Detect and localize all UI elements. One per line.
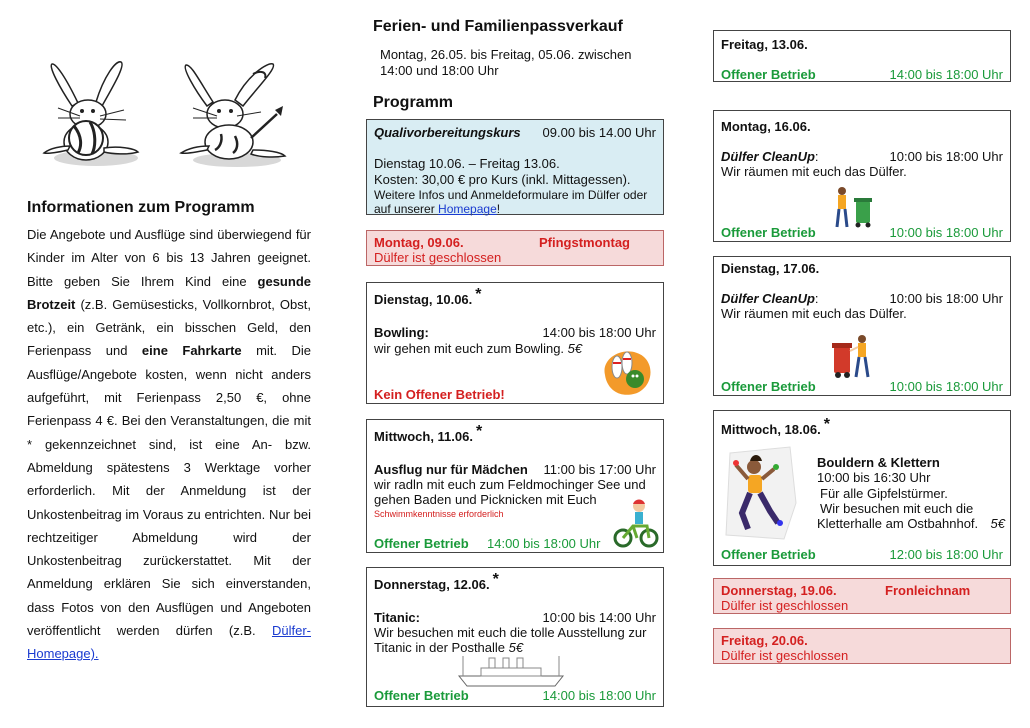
open-time: 10:00 bis 18:00 Uhr	[889, 379, 1003, 394]
info-text: Die Angebote und Ausflüge sind überwiegend für Kinder im Alter von 6 bis 13 Jahren geeignet. Bitte geben Sie Ihrem Kind eine gesunde Brotzeit (z.B. Gemüsesticks, Vollkornbrot, Obst, etc.), ein Getränk, ein bisschen Geld, den Ferienpass und eine Fahrkarte mit. Die Ausflüge/Angebote kosten, wenn nicht anders aufgeführt, mit Ferienpass 2,50 €, ohne Ferienpass 4 €. Bei den Veranstaltungen, die mit * gekennzeichnet sind, ist eine An- bzw. Abmeldung spätestens 3 Werktage vorher erforderlich. Mit der Anmeldung ist der Unkostenbeitrag im Voraus zu entrichten. Nur bei rechtzeitiger Abmeldung wird der Unkostenbeitrag zurückerstattet. Mit der Anmeldung erklären Sie sich einverstanden, dass Fotos von den Ausflügen und Angeboten veröffentlicht werden dürfen (z.B. Dülfer-Homepage).	[27, 227, 311, 662]
day-label: Dienstag, 10.06.	[374, 292, 473, 307]
open-label: Offener Betrieb	[374, 536, 469, 551]
activity-title: Dülfer CleanUp	[721, 291, 815, 306]
activity-title: Bowling:	[374, 325, 429, 340]
girl-bike-icon	[613, 498, 659, 550]
activity-time: 10:00 bis 18:00 Uhr	[889, 149, 1003, 164]
program-title: Programm	[373, 94, 454, 111]
day-label: Dienstag, 17.06.	[721, 261, 820, 276]
activity-time: 11:00 bis 17:00 Uhr	[543, 462, 656, 477]
open-time: 12:00 bis 18:00 Uhr	[889, 547, 1003, 562]
registration-star: *	[475, 423, 483, 440]
sale-title: Ferien- und Familienpassverkauf	[373, 18, 623, 35]
closed-label: Dülfer ist geschlossen	[374, 250, 502, 265]
activity-title: Bouldern & Klettern	[817, 455, 940, 470]
holiday-label: Fronleichnam	[885, 583, 971, 598]
day-box-fri-2006	[713, 628, 1011, 664]
bunny-paint-icon	[177, 58, 297, 170]
open-label: Offener Betrieb	[721, 225, 816, 240]
closed-label: Dülfer ist geschlossen	[721, 598, 849, 613]
day-box-tue-1006	[366, 282, 664, 404]
day-box-wed-1106	[366, 419, 664, 553]
open-time: 10:00 bis 18:00 Uhr	[889, 225, 1003, 240]
bunny-ball-icon	[38, 58, 148, 170]
quali-cost: Kosten: 30,00 € pro Kurs (inkl. Mittagessen).	[374, 172, 631, 187]
day-box-fri-1306	[713, 30, 1011, 82]
registration-star: *	[475, 286, 482, 303]
registration-star: *	[823, 416, 830, 433]
quali-title: Qualivorbereitungskurs	[374, 125, 521, 140]
open-time: 14:00 bis 18:00 Uhr	[889, 67, 1003, 82]
registration-star: *	[492, 571, 499, 588]
open-time: 14:00 bis 18:00 Uhr	[542, 688, 656, 703]
ship-icon	[455, 654, 567, 688]
activity-desc: Wir besuchen mit euch die tolle Ausstellung zur	[374, 625, 647, 640]
activity-desc-2: Wir besuchen mit euch die	[820, 501, 974, 516]
day-box-thu-1206	[366, 567, 664, 707]
holiday-label: Pfingstmontag	[539, 235, 630, 250]
day-label: Freitag, 20.06.	[721, 633, 808, 648]
open-label: Offener Betrieb	[721, 379, 816, 394]
day-label: Mittwoch, 18.06.	[721, 422, 821, 437]
activity-desc: Für alle Gipfelstürmer.	[820, 486, 948, 501]
day-box-thu-1906	[713, 578, 1011, 614]
activity-time: 14:00 bis 18:00 Uhr	[542, 325, 656, 340]
activity-desc: wir radln mit euch zum Feldmochinger See und	[374, 477, 646, 492]
activity-desc-3: Kletterhalle am Ostbahnhof. 5€	[817, 516, 1005, 531]
activity-desc: Wir räumen mit euch das Dülfer.	[721, 306, 907, 321]
day-box-mon-0906	[366, 230, 664, 266]
day-label: Donnerstag, 19.06.	[721, 583, 837, 598]
open-label: Offener Betrieb	[374, 688, 469, 703]
activity-time: 10:00 bis 14:00 Uhr	[542, 610, 656, 625]
activity-time: 10:00 bis 18:00 Uhr	[889, 291, 1003, 306]
swim-note: Schwimmkenntnisse erforderlich	[374, 509, 504, 519]
activity-time: 10:00 bis 16:30 Uhr	[817, 470, 931, 485]
quali-time: 09.00 bis 14.00 Uhr	[542, 125, 656, 140]
open-label: Offener Betrieb	[721, 67, 816, 82]
activity-desc-2: gehen Baden und Picknicken mit Euch	[374, 492, 597, 507]
day-box-tue-1706: Dienstag, 17.06. Dülfer CleanUp: 10:00 bis 18:00 Uhr Wir räumen mit euch das Dülfer. Offener Betrieb 10:00 bis 18:00 Uhr	[713, 256, 1011, 396]
activity-desc: Wir räumen mit euch das Dülfer.	[721, 164, 907, 179]
climber-icon	[720, 443, 800, 543]
quali-course-box	[366, 119, 664, 215]
day-label: Freitag, 13.06.	[721, 37, 808, 52]
open-label: Offener Betrieb	[721, 547, 816, 562]
activity-title: Ausflug nur für Mädchen	[374, 462, 528, 477]
bowling-icon	[597, 345, 657, 397]
open-time: 14:00 bis 18:00 Uhr	[487, 536, 601, 551]
activity-title: Titanic:	[374, 610, 420, 625]
info-heading: Informationen zum Programm	[27, 199, 255, 216]
cleanup-bin-icon	[832, 333, 876, 381]
sale-dates: Montag, 26.05. bis Freitag, 05.06. zwischen 14:00 und 18:00 Uhr	[380, 47, 632, 78]
day-label: Mittwoch, 11.06.	[374, 429, 473, 444]
quali-info: Weitere Infos und Anmeldeformulare im Dülfer oder	[374, 188, 648, 202]
day-box-mon-1606: Montag, 16.06. Dülfer CleanUp: 10:00 bis 18:00 Uhr Wir räumen mit euch das Dülfer. Offener Betrieb 10:00 bis 18:00 Uhr	[713, 110, 1011, 242]
homepage-link[interactable]: Homepage	[438, 202, 497, 216]
day-label: Montag, 16.06.	[721, 119, 811, 134]
closed-label: Dülfer ist geschlossen	[721, 648, 849, 663]
duelfer-homepage-link[interactable]: Dülfer-Homepage).	[27, 623, 311, 662]
activity-desc-2: Titanic in der Posthalle 5€	[374, 640, 524, 655]
day-label: Donnerstag, 12.06.	[374, 577, 490, 592]
activity-desc: wir gehen mit euch zum Bowling. 5€	[374, 341, 583, 356]
no-open-notice: Kein Offener Betrieb!	[374, 387, 505, 402]
activity-title: Dülfer CleanUp	[721, 149, 815, 164]
quali-info-2: auf unserer Homepage!	[374, 202, 501, 216]
day-label: Montag, 09.06.	[374, 235, 464, 250]
day-box-wed-1806	[713, 410, 1011, 566]
quali-dates: Dienstag 10.06. – Freitag 13.06.	[374, 156, 560, 171]
